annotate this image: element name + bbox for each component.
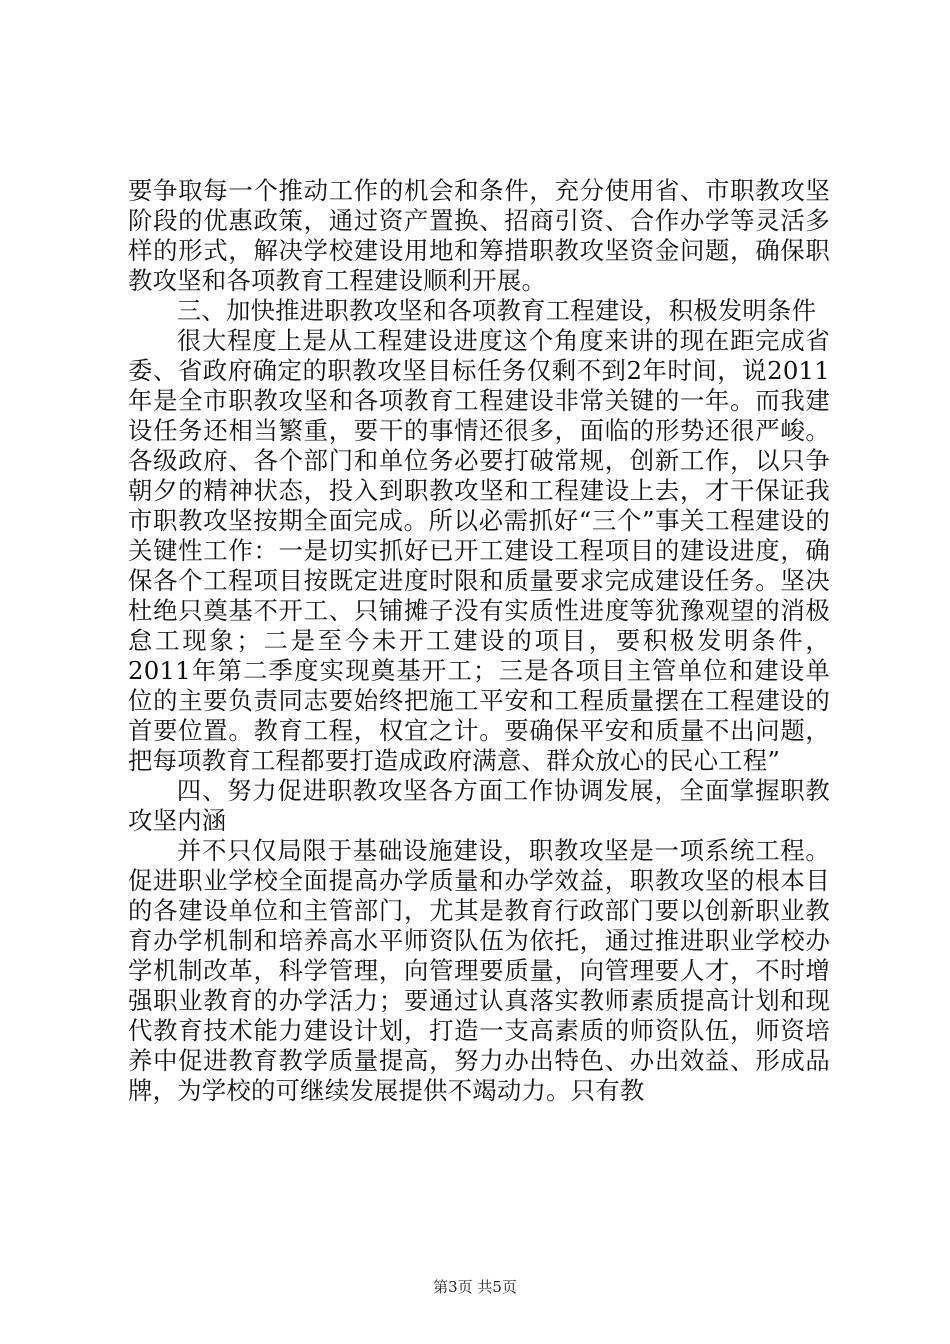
paragraph-continuation: 要争取每一个推动工作的机会和条件，充分使用省、市职教攻坚阶段的优惠政策，通过资产置换、招商引资、合作办学等灵活多样的形式，解决学校建设用地和筹措职教攻坚资金问题，确保职教攻坚和各项教育工程建设顺利开展。 <box>128 176 830 295</box>
document-body <box>128 176 830 1106</box>
section-heading-4: 四、努力促进职教攻坚各方面工作协调发展，全面掌握职教攻坚内涵 <box>128 776 830 835</box>
section-heading-3: 三、加快推进职教攻坚和各项教育工程建设，积极发明条件 <box>176 296 817 325</box>
paragraph-body: 很大程度上是从工程建设进度这个角度来讲的现在距完成省委、省政府确定的职教攻坚目标任务仅剩不到2年时间，说2011年是全市职教攻坚和各项教育工程建设非常关键的一年。而我建设任务还相当繁重，要干的事情还很多，面临的形势还很严峻。各级政府、各个部门和单位务必要打破常规，创新工作，以只争朝夕的精神状态，投入到职教攻坚和工程建设上去，才干保证我市职教攻坚按期全面完成。所以必需抓好“三个”事关工程建设的关键性工作：一是切实抓好已开工建设工程项目的建设进度，确保各个工程项目按既定进度时限和质量要求完成建设任务。坚决杜绝只奠基不开工、只铺摊子没有实质性进度等犹豫观望的消极怠工现象；二是至今未开工建设的项目，要积极发明条件，2011年第二季度实现奠基开工；三是各项目主管单位和建设单位的主要负责同志要始终把施工平安和工程质量摆在工程建设的首要位置。教育工程，权宜之计。要确保平安和质量不出问题，把每项教育工程都要打造成政府满意、群众放心的民心工程” <box>128 326 830 775</box>
page-number-footer: 第3页 共5页 <box>433 1278 517 1296</box>
paragraph-body: 并不只仅局限于基础设施建设，职教攻坚是一项系统工程。促进职业学校全面提高办学质量和办学效益，职教攻坚的根本目的各建设单位和主管部门，尤其是教育行政部门要以创新职业教育办学机制和培养高水平师资队伍为依托，通过推进职业学校办学机制改革，科学管理，向管理要质量，向管理要人才，不时增强职业教育的办学活力；要通过认真落实教师素质提高计划和现代教育技术能力建设计划，打造一支高素质的师资队伍，师资培养中促进教育教学质量提高，努力办出特色、办出效益、形成品牌，为学校的可继续发展提供不竭动力。只有教 <box>128 836 830 1105</box>
